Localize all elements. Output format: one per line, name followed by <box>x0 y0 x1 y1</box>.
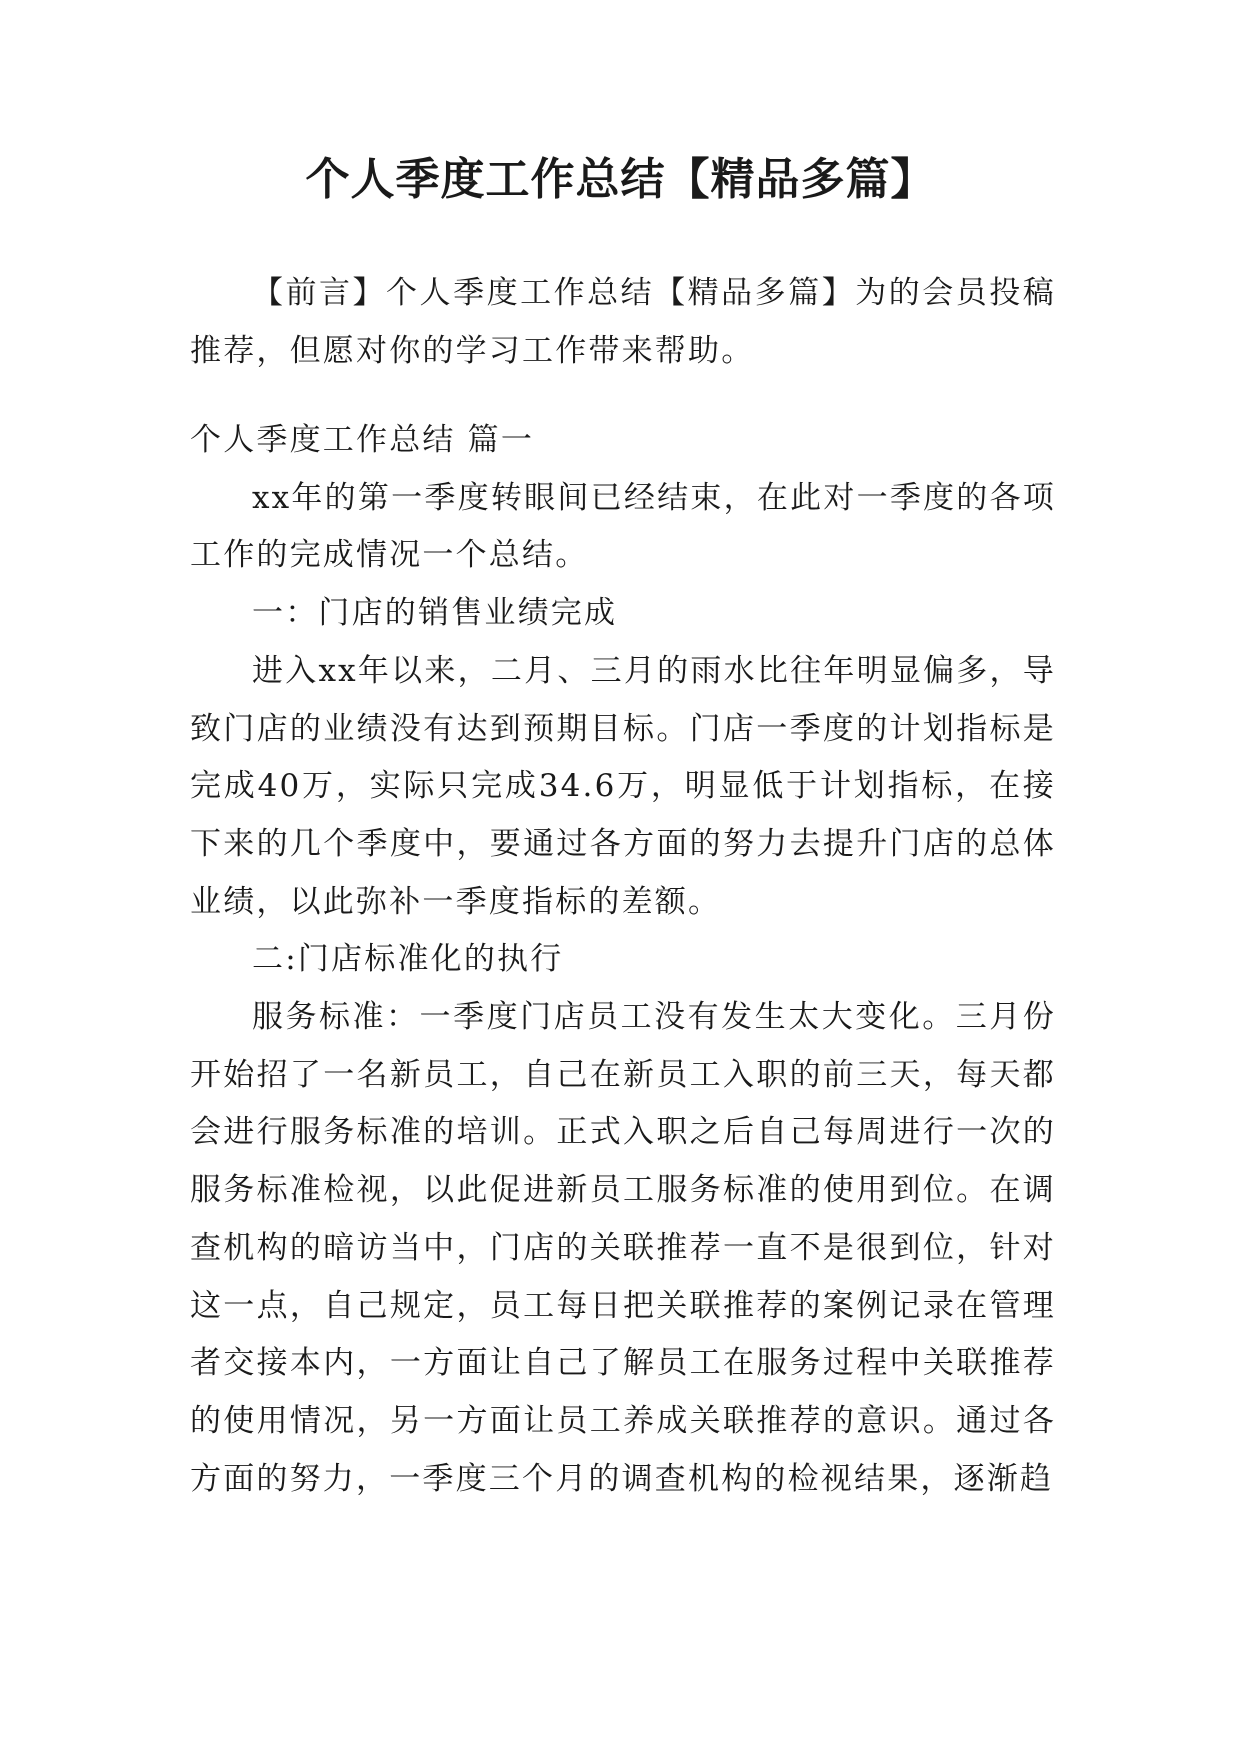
body-paragraph: 服务标准：一季度门店员工没有发生太大变化。三月份开始招了一名新员工，自己在新员工入职的前三天，每天都会进行服务标准的培训。正式入职之后自己每周进行一次的服务标准检视，以此促进新员工服务标准的使用到位。在调查机构的暗访当中，门店的关联推荐一直不是很到位，针对这一点，自己规定，员工每日把关联推荐的案例记录在管理者交接本内，一方面让自己了解员工在服务过程中关联推荐的使用情况，另一方面让员工养成关联推荐的意识。通过各方面的努力，一季度三个月的调查机构的检视结果，逐渐趋 <box>190 999 1056 1497</box>
document-title: 个人季度工作总结【精品多篇】 <box>305 154 936 205</box>
subheading-paragraph: 二:门店标准化的执行 <box>252 941 564 978</box>
preface-paragraph: 【前言】个人季度工作总结【精品多篇】为的会员投稿推荐，但愿对你的学习工作带来帮助。 <box>190 275 1056 369</box>
subheading-paragraph: 一：门店的销售业绩完成 <box>252 595 618 632</box>
body-paragraph: 进入xx年以来，二月、三月的雨水比往年明显偏多，导致门店的业绩没有达到预期目标。门店一季度的计划指标是完成40万，实际只完成34.6万，明显低于计划指标，在接下来的几个季度中，要通过各方面的努力去提升门店的总体业绩，以此弥补一季度指标的差额。 <box>190 652 1056 920</box>
section-one <box>190 412 1056 1508</box>
body-paragraph: xx年的第一季度转眼间已经结束，在此对一季度的各项工作的完成情况一个总结。 <box>190 479 1056 574</box>
preface-block <box>190 265 1056 380</box>
section-heading: 个人季度工作总结 篇一 <box>190 422 535 458</box>
